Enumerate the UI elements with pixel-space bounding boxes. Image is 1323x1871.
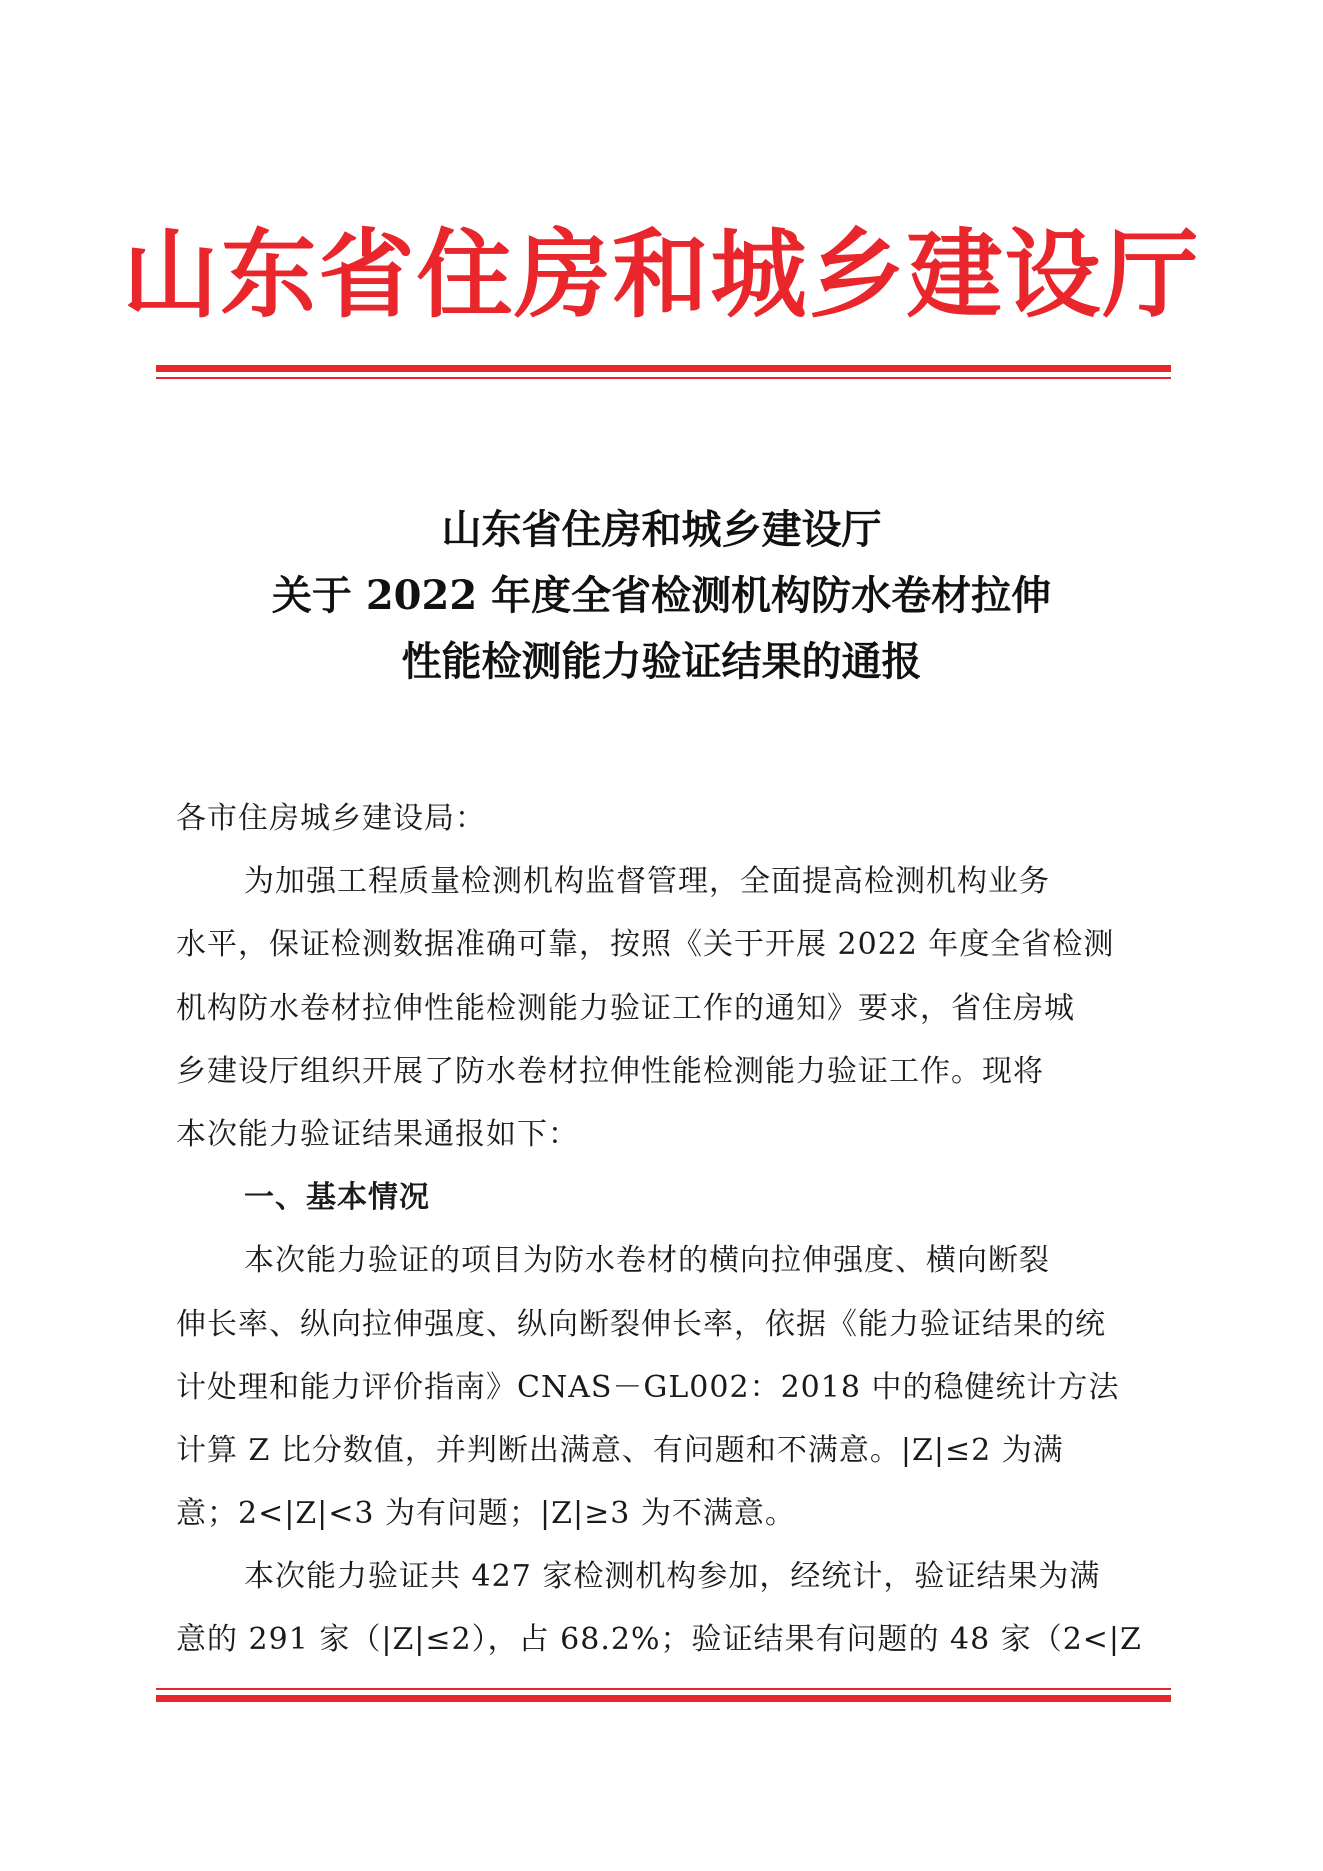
paragraph-1-line-5: 本次能力验证结果通报如下： bbox=[176, 1116, 579, 1152]
section-heading-basic-info: 一、基本情况 bbox=[244, 1180, 430, 1216]
footer-double-rule bbox=[156, 1688, 1171, 1702]
masthead-title: 山东省住房和城乡建设厅 bbox=[122, 218, 1201, 331]
paragraph-2-line-1: 本次能力验证的项目为防水卷材的横向拉伸强度、横向断裂 bbox=[244, 1243, 1050, 1279]
document-title bbox=[0, 497, 1323, 695]
paragraph-2-line-4: 计算 Z 比分数值，并判断出满意、有问题和不满意。|Z|≤2 为满 bbox=[176, 1432, 1064, 1468]
paragraph-1-line-2: 水平，保证检测数据准确可靠，按照《关于开展 2022 年度全省检测 bbox=[176, 927, 1115, 963]
document-body bbox=[176, 787, 1156, 1672]
title-line-3: 性能检测能力验证结果的通报 bbox=[401, 638, 922, 685]
title-line-1: 山东省住房和城乡建设厅 bbox=[441, 506, 882, 553]
paragraph-1-line-3: 机构防水卷材拉伸性能检测能力验证工作的通知》要求，省住房城 bbox=[176, 990, 1075, 1026]
paragraph-1-line-4: 乡建设厅组织开展了防水卷材拉伸性能检测能力验证工作。现将 bbox=[176, 1053, 1044, 1089]
paragraph-1-line-1: 为加强工程质量检测机构监督管理，全面提高检测机构业务 bbox=[244, 864, 1050, 900]
paragraph-3-line-2: 意的 291 家（|Z|≤2），占 68.2%；验证结果有问题的 48 家（2<|Z bbox=[176, 1622, 1142, 1658]
paragraph-2-line-3: 计处理和能力评价指南》CNAS－GL002：2018 中的稳健统计方法 bbox=[176, 1369, 1120, 1405]
title-line-2: 关于 2022 年度全省检测机构防水卷材拉伸 bbox=[271, 572, 1052, 619]
header-double-rule bbox=[156, 365, 1171, 379]
salutation: 各市住房城乡建设局： bbox=[176, 801, 486, 836]
paragraph-2-line-5: 意；2<|Z|<3 为有问题；|Z|≥3 为不满意。 bbox=[176, 1496, 796, 1532]
paragraph-2-line-2: 伸长率、纵向拉伸强度、纵向断裂伸长率，依据《能力验证结果的统 bbox=[176, 1306, 1106, 1342]
paragraph-3-line-1: 本次能力验证共 427 家检测机构参加，经统计，验证结果为满 bbox=[244, 1559, 1101, 1595]
